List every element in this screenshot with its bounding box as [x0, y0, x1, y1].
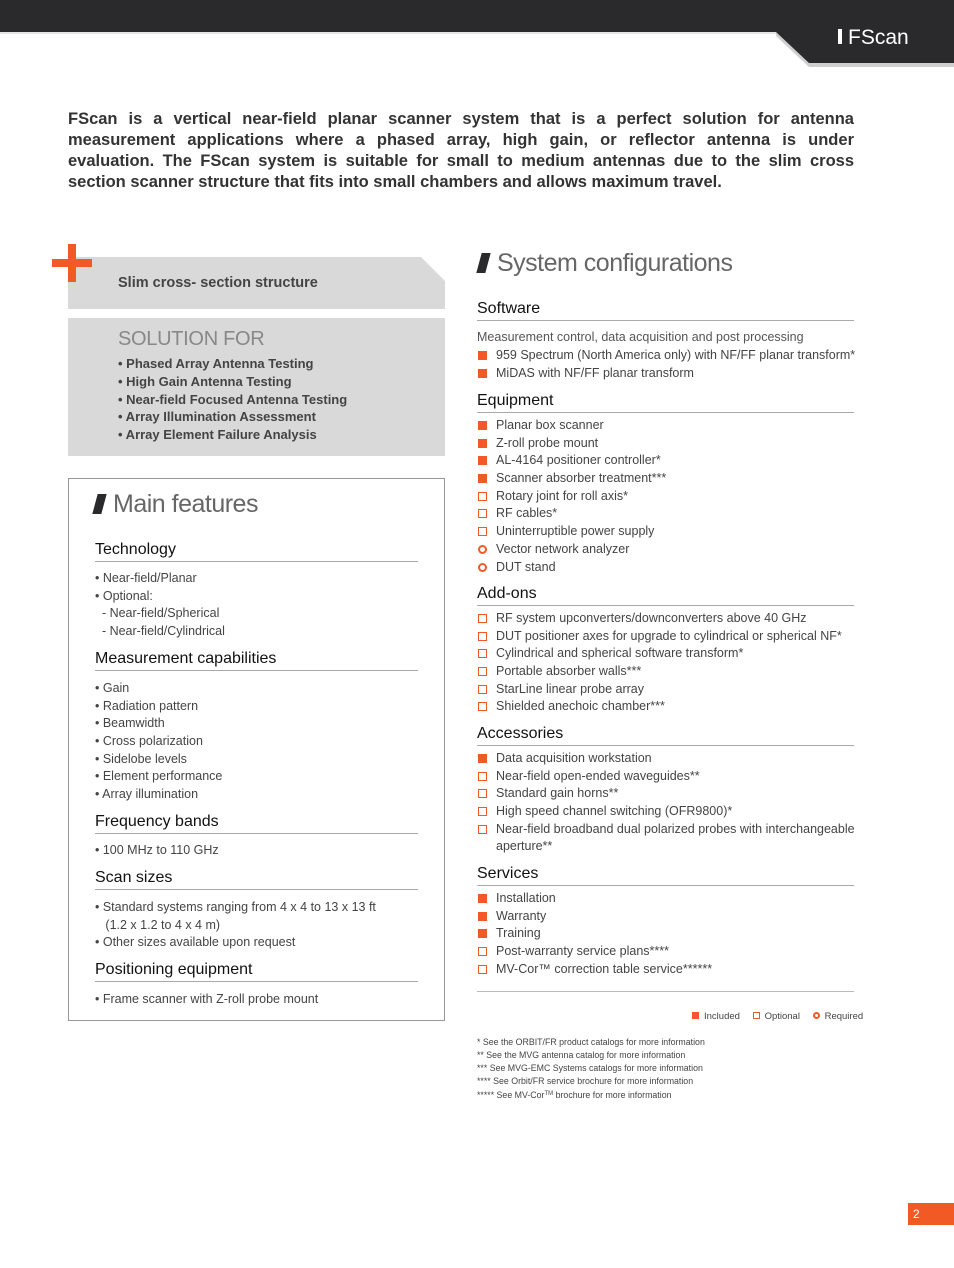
config-item [477, 663, 842, 681]
config-item [477, 488, 666, 506]
included-icon [478, 369, 487, 378]
config-item [477, 961, 712, 979]
included-icon [692, 1012, 699, 1019]
optional-icon [478, 965, 487, 974]
optional-icon [478, 649, 487, 658]
plus-icon [52, 244, 92, 282]
config-item-label: Near-field broadband dual polarized probes with interchangeable aperture** [496, 821, 855, 854]
page-title-text: FScan [848, 26, 909, 49]
positioning-list [95, 991, 318, 1009]
list-item: • Other sizes available upon request [95, 935, 296, 950]
config-item-label: Portable absorber walls*** [496, 664, 642, 679]
config-item [477, 768, 857, 786]
optional-icon [478, 807, 487, 816]
list-item: • Gain [95, 681, 130, 695]
solution-title: SOLUTION FOR [118, 328, 265, 350]
config-item-label: DUT stand [496, 559, 556, 574]
config-item-label: Planar box scanner [496, 418, 604, 432]
config-item [477, 628, 842, 646]
main-features-title [95, 490, 258, 519]
legend-optional-label: Optional [764, 1011, 800, 1022]
footnote-suffix: brochure for more information [553, 1090, 672, 1100]
footnote: *** See MVG-EMC Systems catalogs for more information [477, 1063, 703, 1073]
footnote-sup: TM [544, 1091, 554, 1097]
optional-icon [478, 509, 487, 518]
optional-icon [478, 947, 487, 956]
config-item [477, 908, 712, 926]
config-item-label: Near-field open-ended waveguides** [496, 768, 700, 783]
footnote-prefix: ***** See MV-Cor [477, 1090, 545, 1100]
scan-sizes-heading: Scan sizes [95, 869, 418, 890]
frequency-list [95, 842, 219, 860]
config-item [477, 541, 666, 559]
footnote: ** See the MVG antenna catalog for more information [477, 1050, 686, 1060]
config-item [477, 523, 666, 541]
config-item [477, 610, 842, 628]
optional-icon [478, 632, 487, 641]
config-item [477, 821, 857, 856]
config-item-label: Vector network analyzer [496, 541, 630, 556]
included-icon [478, 912, 487, 921]
config-item [477, 785, 857, 803]
config-item-label: High speed channel switching (OFR9800)* [496, 804, 733, 819]
optional-icon [478, 492, 487, 501]
list-item: • Frame scanner with Z-roll probe mount [95, 992, 319, 1006]
legend-included [692, 1011, 740, 1022]
config-item [477, 925, 712, 943]
list-item: - Near-field/Cylindrical [95, 624, 225, 639]
technology-list [95, 570, 225, 641]
software-subtitle: Measurement control, data acquisition and post processing [477, 330, 804, 344]
config-item [477, 435, 666, 453]
list-item: • Standard systems ranging from 4 x 4 to 13 x 13 ft [95, 900, 376, 914]
config-item [477, 417, 666, 435]
included-icon [478, 754, 487, 763]
list-item: • Sidelobe levels [95, 751, 187, 766]
measurement-heading: Measurement capabilities [95, 650, 418, 671]
config-item-label: Data acquisition workstation [496, 751, 652, 765]
optional-icon [478, 527, 487, 536]
required-icon [813, 1012, 820, 1019]
list-item: • Element performance [95, 769, 223, 784]
config-item-label: Installation [496, 891, 556, 905]
footnotes [477, 1036, 705, 1101]
solution-item: • High Gain Antenna Testing [118, 373, 292, 389]
legend-required-label: Required [824, 1011, 864, 1022]
config-item-label: Warranty [496, 908, 547, 923]
config-item-label: MV-Cor™ correction table service****** [496, 961, 713, 976]
included-icon [478, 351, 487, 360]
main-features-title-text: Main features [113, 490, 258, 518]
config-item [477, 470, 666, 488]
equipment-list [477, 417, 666, 576]
list-item: • Beamwidth [95, 716, 165, 731]
config-item [477, 645, 842, 663]
included-icon [478, 456, 487, 465]
services-list [477, 890, 712, 978]
list-item: • 100 MHz to 110 GHz [95, 843, 219, 857]
addons-heading: Add-ons [477, 585, 854, 606]
system-config-title [479, 249, 732, 278]
included-icon [478, 929, 487, 938]
config-item [477, 365, 855, 383]
config-item-label: Uninterruptible power supply [496, 524, 655, 539]
config-item-label: Standard gain horns** [496, 786, 619, 801]
page-title [838, 25, 909, 51]
config-item [477, 452, 666, 470]
solution-item: • Array Element Failure Analysis [118, 427, 317, 443]
config-item-label: DUT positioner axes for upgrade to cylindrical or spherical NF* [496, 628, 842, 643]
config-item [477, 943, 712, 961]
solution-list [118, 355, 347, 444]
technology-heading: Technology [95, 541, 418, 562]
optional-icon [478, 825, 487, 834]
software-heading: Software [477, 300, 854, 321]
legend [692, 1011, 873, 1022]
system-config-title-text: System configurations [497, 249, 733, 277]
measurement-list [95, 680, 222, 804]
software-list [477, 347, 855, 382]
list-item: • Near-field/Planar [95, 571, 197, 585]
list-item: • Array illumination [95, 787, 199, 802]
scan-sizes-list [95, 899, 376, 952]
list-item: - Near-field/Spherical [95, 606, 220, 621]
required-icon [478, 545, 487, 554]
config-item [477, 698, 842, 716]
addons-list [477, 610, 842, 716]
solution-item: • Phased Array Antenna Testing [118, 356, 314, 371]
config-item-label: RF system upconverters/downconverters above 40 GHz [496, 611, 807, 625]
included-icon [478, 439, 487, 448]
page-number: 2 [908, 1203, 954, 1225]
list-item: • Radiation pattern [95, 698, 199, 713]
config-item [477, 803, 857, 821]
config-item [477, 750, 857, 768]
config-item-label: Scanner absorber treatment*** [496, 471, 667, 486]
optional-icon [478, 685, 487, 694]
config-item [477, 559, 666, 577]
included-icon [478, 474, 487, 483]
optional-icon [478, 667, 487, 676]
legend-divider [477, 991, 854, 992]
optional-icon [753, 1012, 760, 1019]
highlight-label: Slim cross- section structure [118, 275, 318, 291]
optional-icon [478, 702, 487, 711]
config-item-label: Training [496, 926, 541, 941]
config-item [477, 681, 842, 699]
config-item-label: RF cables* [496, 506, 558, 521]
legend-required [813, 1011, 864, 1022]
included-icon [478, 421, 487, 430]
positioning-heading: Positioning equipment [95, 961, 418, 982]
config-item [477, 890, 712, 908]
optional-icon [478, 772, 487, 781]
config-item-label: 959 Spectrum (North America only) with NF/FF planar transform* [496, 348, 856, 362]
config-item-label: AL-4164 positioner controller* [496, 453, 661, 468]
equipment-heading: Equipment [477, 392, 854, 413]
slash-icon [476, 253, 490, 273]
list-item: • Cross polarization [95, 734, 203, 749]
solution-item: • Array Illumination Assessment [118, 409, 316, 425]
config-item-label: Rotary joint for roll axis* [496, 488, 628, 503]
title-bar-icon [838, 29, 842, 44]
included-icon [478, 894, 487, 903]
config-item-label: Z-roll probe mount [496, 435, 599, 450]
list-item: • Optional: [95, 588, 153, 603]
footnote: * See the ORBIT/FR product catalogs for more information [477, 1037, 705, 1047]
accessories-list [477, 750, 857, 856]
config-item [477, 347, 855, 365]
solution-item: • Near-field Focused Antenna Testing [118, 391, 348, 407]
accessories-heading: Accessories [477, 725, 854, 746]
required-icon [478, 563, 487, 572]
optional-icon [478, 789, 487, 798]
legend-included-label: Included [704, 1011, 740, 1022]
config-item-label: MiDAS with NF/FF planar transform [496, 365, 694, 380]
config-item [477, 505, 666, 523]
config-item-label: StarLine linear probe array [496, 681, 644, 696]
legend-optional [753, 1011, 800, 1022]
config-item-label: Cylindrical and spherical software transform* [496, 646, 744, 661]
footnote: **** See Orbit/FR service brochure for more information [477, 1076, 694, 1086]
footnote [477, 1088, 705, 1101]
frequency-heading: Frequency bands [95, 813, 418, 834]
slash-icon [92, 494, 106, 514]
optional-icon [478, 614, 487, 623]
config-item-label: Post-warranty service plans**** [496, 944, 669, 959]
config-item-label: Shielded anechoic chamber*** [496, 699, 665, 714]
list-item: (1.2 x 1.2 to 4 x 4 m) [95, 917, 221, 932]
intro-paragraph: FScan is a vertical near-field planar scanner system that is a perfect solution for antenna measurement applications where a phased array, high gain, or reflector antenna is under evaluation. The FScan system is suitable for small to medium antennas due to the slim cross section scanner structure that fits into small chambers and allows maximum travel. [68, 110, 854, 191]
services-heading: Services [477, 865, 854, 886]
